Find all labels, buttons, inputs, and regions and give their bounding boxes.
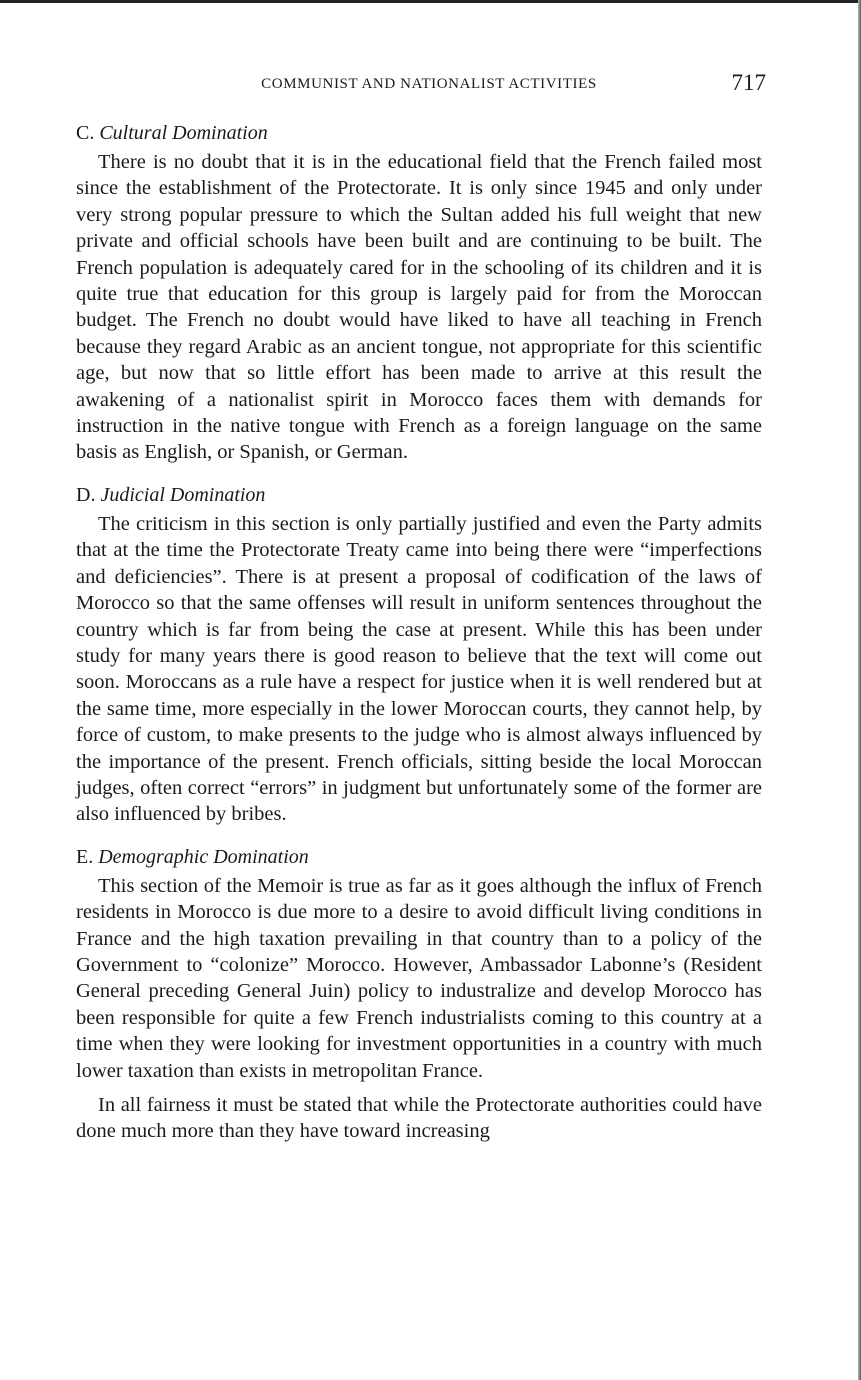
section-title: Judicial Domination bbox=[100, 483, 266, 506]
section-cultural-domination bbox=[76, 120, 762, 466]
section-label: E. bbox=[76, 845, 94, 868]
paragraph: This section of the Memoir is true as far as it goes although the influx of French residents in Morocco is due more to a desire to avoid difficult living conditions in France and the high taxation prevailing in that country than to a policy of the Government to “colonize” Morocco. However, Ambassador Labonne’s (Resident General preceding General Juin) policy to industralize and develop Morocco has been responsible for quite a few French industrialists coming to this country at a time when they were looking for investment opportunities in a country with much lower taxation than exists in metropolitan France. bbox=[76, 874, 762, 1082]
paragraph: There is no doubt that it is in the educational field that the French failed most since the establishment of the Protectorate. It is only since 1945 and only under very strong popular pressure to which the Sultan added his full weight that new private and official schools have been built and are continuing to be built. The French population is adequately cared for in the schooling of its children and it is quite true that education for this group is largely paid for from the Moroccan budget. The French no doubt would have liked to have all teaching in French because they regard Arabic as an ancient tongue, not appropriate for this scientific age, but now that so little effort has been made to arrive at this result the awakening of a nationalist spirit in Morocco faces them with demands for instruction in the native tongue with French as a foreign language on the same basis as English, or Spanish, or German. bbox=[76, 151, 762, 464]
section-title: Cultural Domination bbox=[99, 122, 268, 144]
section-demographic-domination bbox=[76, 844, 762, 1145]
page-number: 717 bbox=[731, 70, 766, 95]
section-title: Demographic Domination bbox=[98, 845, 309, 868]
section-heading bbox=[76, 120, 762, 147]
section-label: C. bbox=[76, 122, 95, 144]
top-border-rule bbox=[0, 0, 861, 3]
section-label: D. bbox=[76, 483, 96, 506]
paragraph: The criticism in this section is only partially justified and even the Party admits that at the time the Protectorate Treaty came into being there were “imperfections and deficiencies”. There is at present a proposal of codification of the laws of Morocco so that the same offenses will result in uniform sentences throughout the country which is far from being the case at present. While this has been under study for many years there is good reason to believe that the text will come out soon. Moroccans as a rule have a respect for justice when it is well rendered but at the same time, more especially in the lower Moroccan courts, they cannot help, by force of custom, to make presents to the judge who is almost always influenced by the importance of the present. French officials, sitting beside the local Moroccan judges, often correct “errors” in judgment but unfortunately some of the former are also influenced by bribes. bbox=[76, 512, 762, 826]
section-judicial-domination bbox=[76, 482, 762, 828]
running-title: COMMUNIST AND NATIONALIST ACTIVITIES bbox=[261, 76, 597, 92]
section-heading bbox=[76, 482, 762, 509]
section-heading bbox=[76, 844, 762, 871]
running-head bbox=[76, 70, 766, 104]
document-page bbox=[76, 70, 766, 1153]
paragraph: In all fairness it must be stated that while the Protectorate authorities could have done much more than they have toward increasing bbox=[76, 1094, 762, 1143]
